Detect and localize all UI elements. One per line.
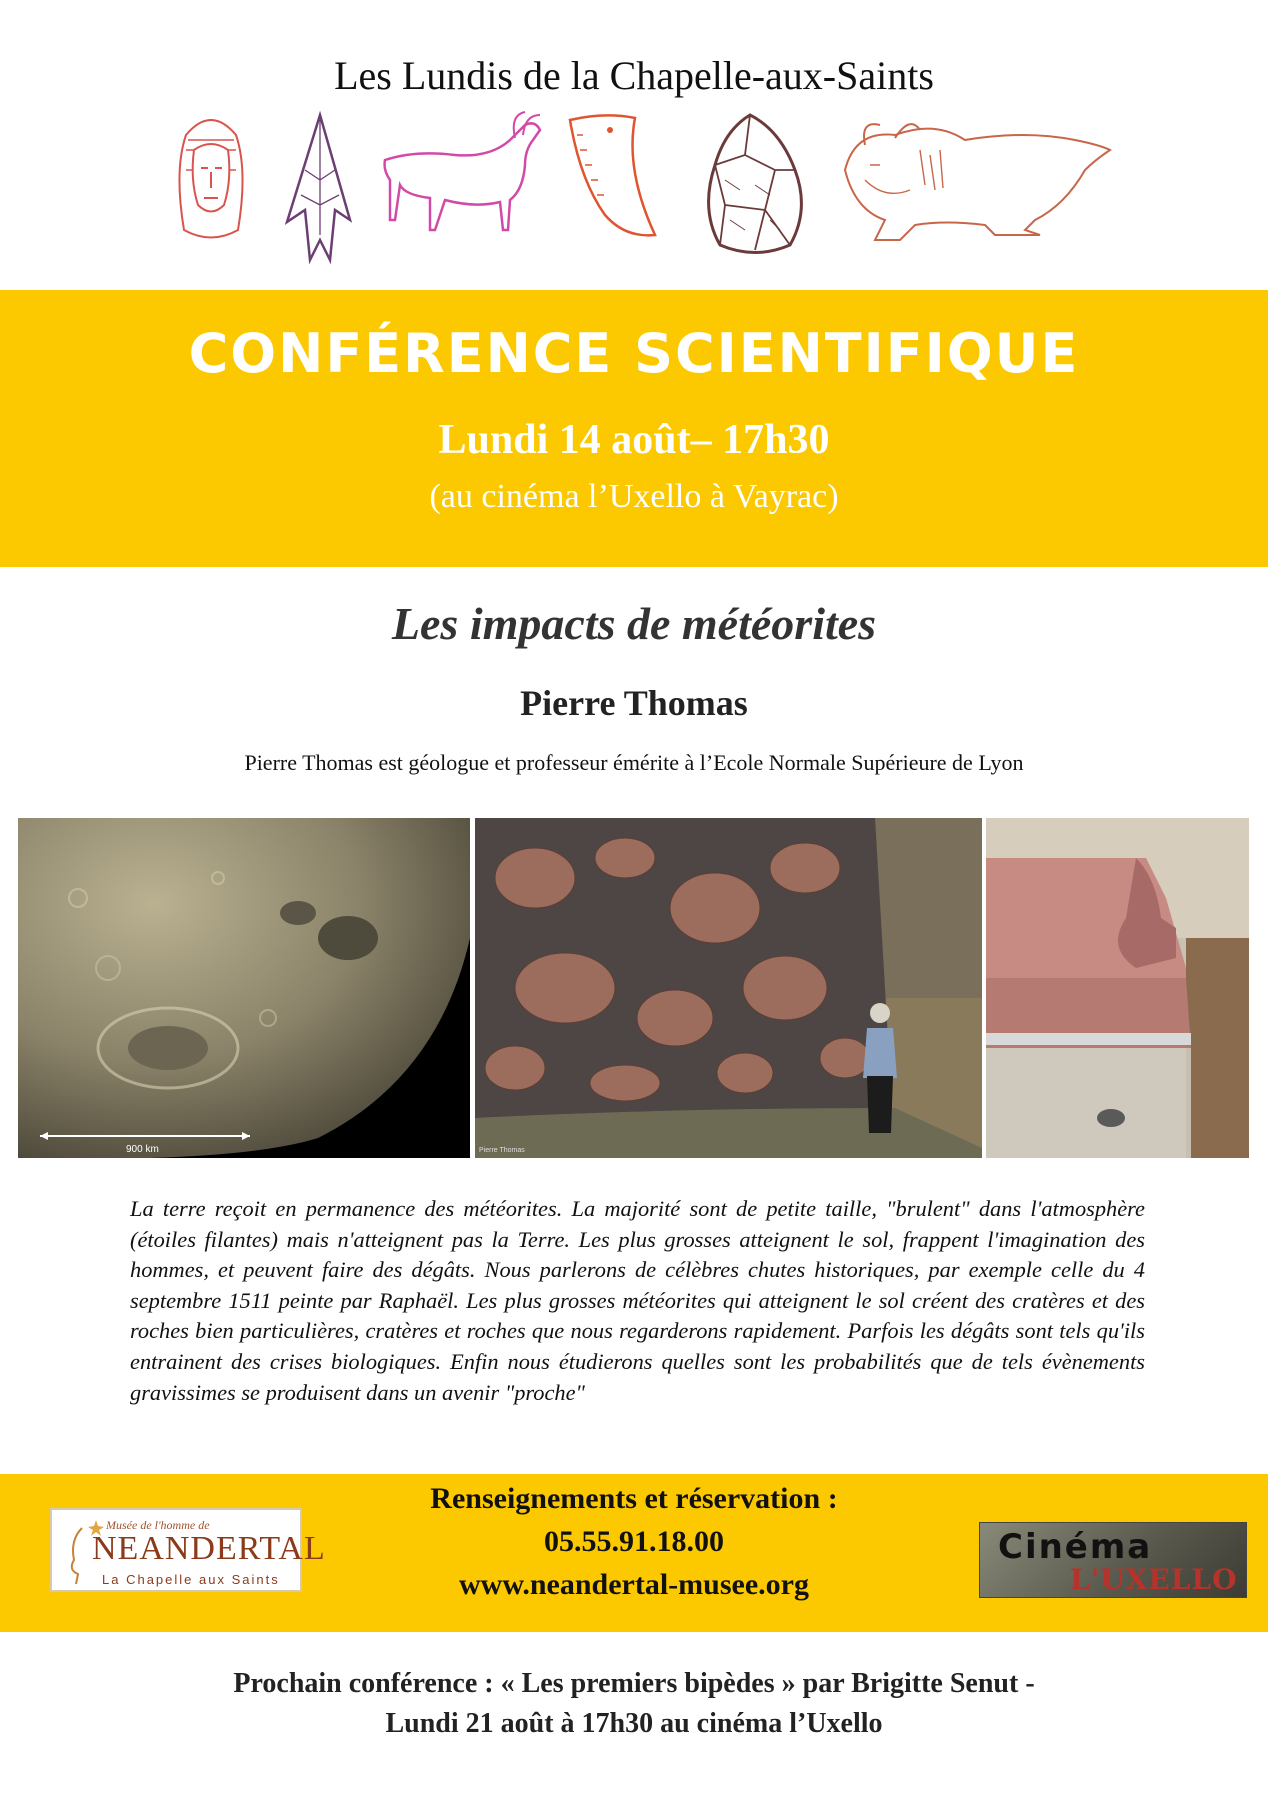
museum-logo-sub: La Chapelle aux Saints (102, 1572, 280, 1587)
venus-face-icon (166, 110, 256, 260)
series-title: Les Lundis de la Chapelle-aux-Saints (334, 53, 934, 98)
ibex-drawing-icon (375, 110, 555, 240)
event-type-title: CONFÉRENCE SCIENTIFIQUE (188, 322, 1080, 385)
event-venue: (au cinéma l’Uxello à Vayrac) (429, 478, 839, 515)
prehistoric-icons-row (160, 110, 1120, 290)
speaker-bio: Pierre Thomas est géologue et professeur émérite à l’Ecole Normale Supérieure de Lyon (244, 750, 1024, 775)
cinema-logo-bottom: L'UXELLO (1070, 1563, 1238, 1596)
museum-logo-top: Musée de l'homme de (106, 1518, 210, 1532)
talk-title: Les impacts de météorites (391, 598, 877, 649)
museum-logo-name: NEANDERTAL (92, 1530, 326, 1567)
info-heading: Renseignements et réservation : (430, 1482, 838, 1515)
biface-flint-icon (695, 110, 815, 260)
speaker-name: Pierre Thomas (520, 683, 748, 723)
cinema-uxello-logo[interactable] (979, 1522, 1247, 1598)
moon-crater-photo (18, 818, 470, 1158)
cinema-logo-top: Cinéma (998, 1527, 1153, 1567)
next-conference-line2: Lundi 21 août à 17h30 au cinéma l’Uxello (385, 1708, 883, 1739)
arrowhead-icon (275, 110, 365, 270)
bison-drawing-icon (825, 110, 1115, 280)
phone-number[interactable]: 05.55.91.18.00 (544, 1525, 724, 1558)
talk-abstract: La terre reçoit en permanence des météorites. La majorité sont de petite taille, "brulent" dans l'atmosphère (étoiles filantes) mais n'atteignent pas la Terre. Les plus grosses atteignent le sol, frappent l'imagination des hommes, et peuvent faire des dégâts. Nous parlerons de célèbres chutes historiques, par exemple celle du 4 septembre 1511 peinte par Raphaël. Les plus grosses météorites qui atteignent le sol créent des cratères et des roches bien particulières, cratères et roches que nous regarderons rapidement. Parfois les dégâts sont tels qu'ils entrainent des crises biologiques. Enfin nous étudierons quelles sont les probabilités que de tels évènements gravissimes se produisent dans un avenir "proche" (130, 1196, 1145, 1405)
neandertal-museum-logo[interactable] (50, 1508, 326, 1592)
bone-tool-icon (565, 110, 665, 250)
moon-scale-label: 900 km (126, 1144, 159, 1155)
rock-photo-credit: Pierre Thomas (479, 1147, 525, 1154)
website-link[interactable]: www.neandertal-musee.org (459, 1568, 809, 1601)
damaged-car-photo (986, 818, 1249, 1158)
event-date-time: Lundi 14 août– 17h30 (438, 417, 830, 463)
impact-breccia-photo (475, 818, 982, 1158)
next-conference-line1: Prochain conférence : « Les premiers bipèdes » par Brigitte Senut - (233, 1668, 1035, 1699)
